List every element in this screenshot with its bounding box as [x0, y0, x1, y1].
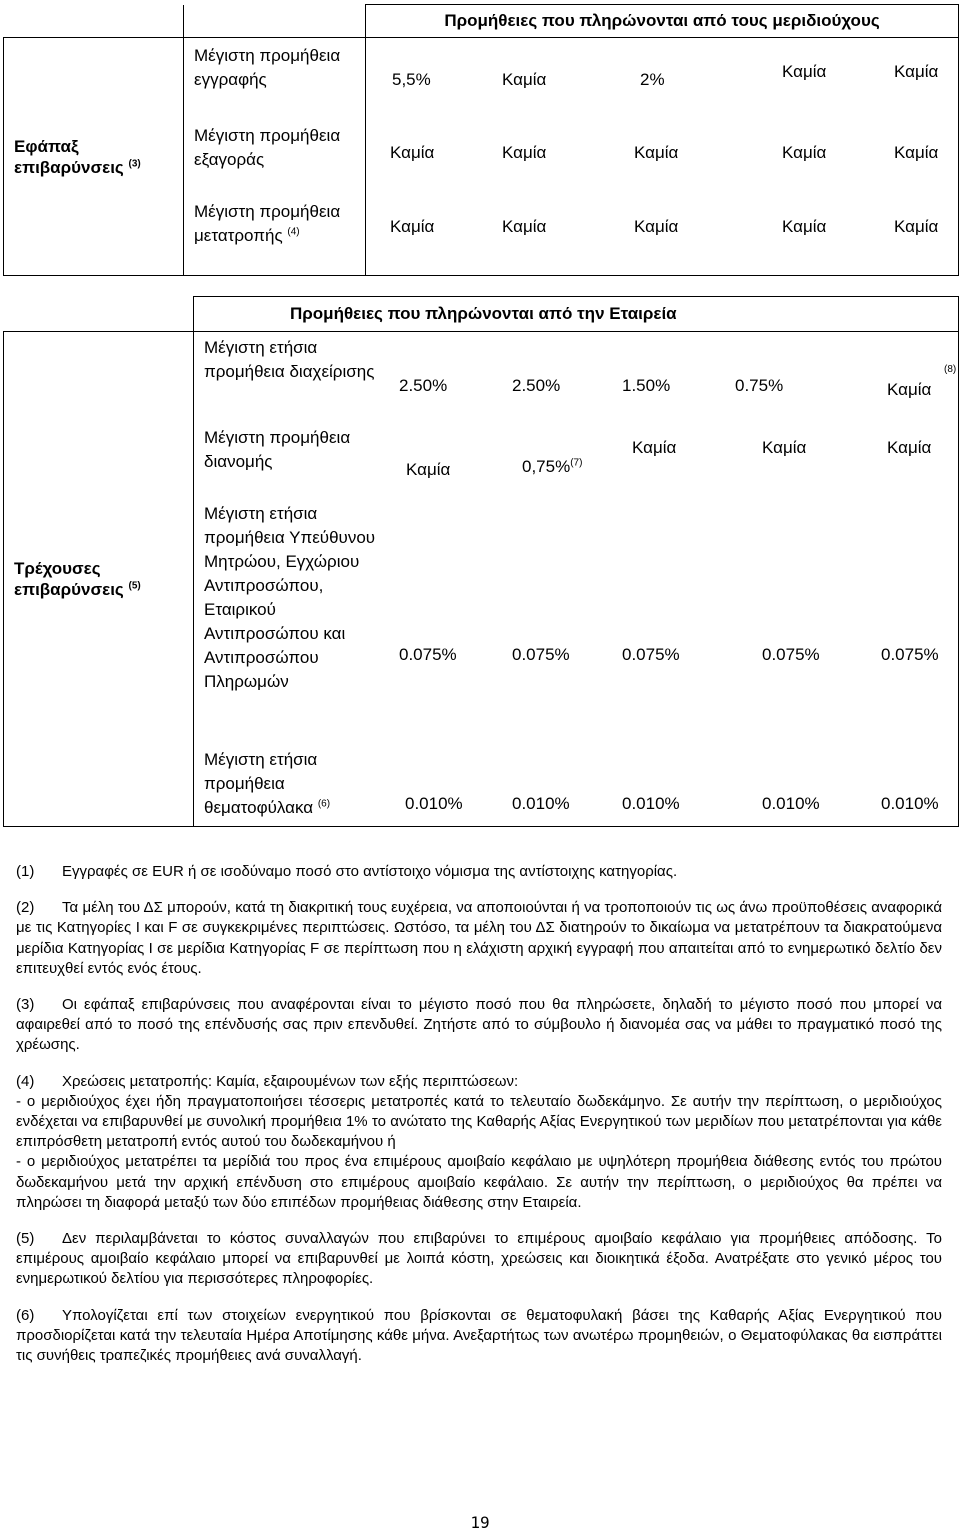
value-cell: 1.50% [622, 376, 671, 395]
value-cell: Καμία [634, 143, 679, 162]
value-cell: Καμία [782, 62, 827, 81]
footnote-3: (3) Οι εφάπαξ επιβαρύνσεις που αναφέρονται είναι το μέγιστο ποσό που θα πληρώσετε, δηλαδή το μέγιστο ποσό που μπορεί να αφαιρεθεί από το ποσό της επένδυσής σας πριν επενδυθεί. Ζητήστε από το σύμβουλο ή διανομέα σας να μάθει το πραγματικό ποσό της χρέωσης. [16, 996, 942, 1054]
value-cell: 0,75%$^{(7)}$ [522, 457, 583, 476]
shareholder-fees-header: Προμήθειες που πληρώνονται από τους μεριδιούχους [366, 5, 959, 38]
footnote-1: (1) Εγγραφές σε EUR ή σε ισοδύναμο ποσό στο αντίστοιχο νόμισμα της αντίστοιχης κατηγορίας. [16, 863, 678, 880]
value-cell: Καμία [634, 217, 679, 236]
value-cell: 0.75% [735, 376, 784, 395]
footnote-6: (6) Υπολογίζεται επί των στοιχείων ενεργητικού που βρίσκονται σε θεματοφυλακή βάσει της Καθαρής Αξίας Ενεργητικού που προσδιορίζεται κατά την τελευταία Ημέρα Αποτίμησης κάθε μήνα. Ανεξαρτήτως των ανωτέρω προμηθειών, ο Θεματοφύλακας θα εισπράττει τις συνήθεις τραπεζικές προμήθειες ανά συναλλαγή. [16, 1306, 942, 1365]
value-cell: Καμία [894, 143, 939, 162]
max-redemption-fee-label: Μέγιστη προμήθεια εξαγοράς [194, 126, 341, 169]
company-fees-header: Προμήθειες που πληρώνονται από την Εταιρεία [194, 297, 959, 332]
ongoing-charges-category: Τρέχουσες επιβαρύνσεις $^{(5)}$ [4, 332, 194, 827]
value-cell: Καμία [887, 380, 932, 399]
footnotes [16, 862, 942, 1382]
value-cell: Καμία [894, 217, 939, 236]
footnote-marker: (8) [944, 364, 957, 375]
value-cell: Καμία [390, 143, 435, 162]
value-cell: 5,5% [392, 70, 431, 89]
page-number: 19 [470, 1513, 490, 1532]
value-cell: Καμία [762, 438, 807, 457]
footnote-2: (2) Τα μέλη του ΔΣ μπορούν, κατά τη διακριτική τους ευχέρεια, να αποποιούνται ή να τροποποιούν τις ως άνω προϋποθέσεις αναφορικά με τις Κατηγορίες I και F σε συγκεκριμένες περιπτώσεις. Ωστόσο, τα μέλη του ΔΣ διατηρούν το δικαίωμα να μετατρέπουν τα διακρατούμενα μερίδια Κατηγορίας I σε μερίδια Κατηγορίας F σε περίπτωση που η ελάχιστη αρχική εγγραφή που απαιτείται από το ενημερωτικό δελτίο δεν επιτευχθεί εντός ενός έτους. [16, 899, 942, 977]
value-cell: 0.010% [622, 794, 680, 813]
value-cell: Καμία [887, 438, 932, 457]
max-custodian-fee-label: Μέγιστη ετήσια προμήθεια θεματοφύλακα $^{(6)}$ [204, 750, 331, 817]
value-cell: 0.010% [405, 794, 463, 813]
value-cell: Καμία [782, 143, 827, 162]
value-cell: Καμία [390, 217, 435, 236]
value-cell: 0.075% [881, 645, 939, 664]
value-cell: 0.075% [512, 645, 570, 664]
one-off-charges-category: Εφάπαξ επιβαρύνσεις $^{(3)}$ [4, 38, 184, 276]
value-cell: 0.075% [622, 645, 680, 664]
value-cell: Καμία [782, 217, 827, 236]
value-cell: Καμία [502, 143, 547, 162]
value-cell: Καμία [406, 460, 451, 479]
value-cell: 0.010% [762, 794, 820, 813]
value-cell: 0.075% [399, 645, 457, 664]
one-off-charges-table [3, 4, 959, 276]
max-subscription-fee-label: Μέγιστη προμήθεια εγγραφής [194, 46, 341, 89]
max-management-fee-label: Μέγιστη ετήσια προμήθεια διαχείρισης [204, 338, 375, 381]
max-registrar-agent-fee-label: Μέγιστη ετήσια προμήθεια Υπεύθυνου Μητρώου, Εγχώριου Αντιπροσώπου, Εταιρικού Αντιπροσώπου και Αντιπροσώπου Πληρωμών [204, 504, 376, 691]
value-cell: 2.50% [399, 376, 448, 395]
one-off-values [366, 38, 958, 275]
value-cell: 0.010% [512, 794, 570, 813]
footnote-5: (5) Δεν περιλαμβάνεται το κόστος συναλλαγών που επιβαρύνει το επιμέρους αμοιβαίο κεφάλαιο για προμήθειες απόδοσης. Το επιμέρους αμοιβαίο κεφάλαιο μπορεί να επιβαρυνθεί με λοιπά κόστη, χρεώσεις και διοικητικά έξοδα. Ανατρέξατε στο γενικό μέρος του ενημερωτικού δελτίου για περισσότερες πληροφορίες. [16, 1230, 942, 1288]
footnote-4: (4) Χρεώσεις μετατροπής: Καμία, εξαιρουμένων των εξής περιπτώσεων: - ο μεριδιούχος έχει ήδη πραγματοποιήσει τέσσερις μετατροπές κατά το τελευταίο δωδεκάμηνο. Σε αυτήν την περίπτωση, ο μεριδιούχος ενδέχεται να επιβαρυνθεί με συνολική προμήθεια 1% το ανώτατο της Καθαρής Αξίας Ενεργητικού των μεριδίων που μετατρέπονται για κάθε επιπρόσθετη μετατροπή εντός αυτού του δωδεκαμήνου ή - ο μεριδιούχος μετατρέπει τα μερίδιά του προς ένα επιμέρους αμοιβαίο κεφάλαιο με υψηλότερη προμήθεια διάθεσης εντός του πρώτου δωδεκαμήνου μετά την αρχική επένδυση στο επιμέρους αμοιβαίο κεφάλαιο. Σε αυτήν την περίπτωση, ο μεριδιούχος θα πρέπει να πληρώσει τη διαφορά μεταξύ των δύο επιπέδων προμήθειας διάθεσης στην Εταιρεία. [16, 1072, 942, 1211]
value-cell: 2.50% [512, 376, 561, 395]
max-conversion-fee-label: Μέγιστη προμήθεια μετατροπής $^{(4)}$ [194, 202, 341, 245]
value-cell: 0.010% [881, 794, 939, 813]
value-cell: 0.075% [762, 645, 820, 664]
value-cell: Καμία [502, 217, 547, 236]
value-cell: 2% [640, 70, 665, 89]
value-cell: Καμία [632, 438, 677, 457]
ongoing-charges-table [3, 296, 959, 827]
value-cell: Καμία [894, 62, 939, 81]
max-distribution-fee-label: Μέγιστη προμήθεια διανομής [204, 428, 351, 471]
value-cell: Καμία [502, 70, 547, 89]
